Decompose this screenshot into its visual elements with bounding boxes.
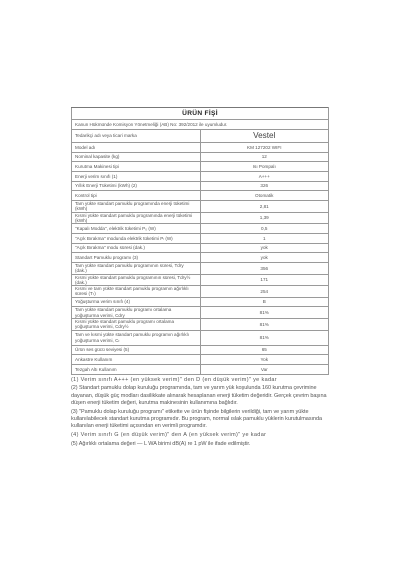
fiche-row-value: 81% xyxy=(200,307,329,319)
fiche-row xyxy=(72,224,329,234)
fiche-row xyxy=(72,297,329,307)
fiche-row-label: Kısmi yükte standart pamuklu programı ortalama yoğuşturma verimi, Cdry½ xyxy=(72,318,201,330)
fiche-row-label: "Kapalı Modda", elektrik tüketimi P₀ (W) xyxy=(72,224,201,234)
fiche-row xyxy=(72,364,329,374)
fiche-row-label: Ürün ses gücü seviyesi (5) xyxy=(72,345,201,355)
fiche-row-value: Vestel xyxy=(200,130,329,143)
fiche-row-value: 81% xyxy=(200,330,329,345)
fiche-row-value: KM 127202 WIFI xyxy=(200,143,329,153)
fiche-row xyxy=(72,152,329,162)
fiche-row-label: Tam ve kısmi yükte standart pamuklu programın ağırlıklı yoğuşturma verimi, Cₜ xyxy=(72,330,201,345)
fiche-row-label: Nominal kapasite (kg) xyxy=(72,152,201,162)
fiche-row-label: Tedarikçi adı veya ticari marka xyxy=(72,130,201,143)
footnotes xyxy=(71,377,329,449)
fiche-row-value: 356 xyxy=(200,263,329,275)
fiche-row xyxy=(72,212,329,224)
fiche-row-value: 2,81 xyxy=(200,201,329,213)
fiche-row-value: Yok xyxy=(200,355,329,365)
product-fiche xyxy=(71,107,329,450)
fiche-row-value: 0,5 xyxy=(200,224,329,234)
fiche-row xyxy=(72,181,329,191)
footnote-5: (5) Ağırlıklı ortalama değeri — L WA birimi dB(A) re 1 pW ile ifade edilmiştir. xyxy=(71,441,251,448)
fiche-row-value: 81% xyxy=(200,318,329,330)
fiche-row xyxy=(72,162,329,172)
fiche-row xyxy=(72,191,329,201)
footnote-1: (1) Verim sınıfı A+++ (en yüksek verim)" den D (en düşük verim)" ye kadar xyxy=(71,376,277,383)
footnote-2: (2) Standart pamuklu dolap kuruluğu programında, tam ve yarım yük koşulunda 160 kurutma çevrimine dayanan, düşük güç modları dasilikkate alınarak hesaplanan enerji tüketim değeridir. Gerçek çevrim başına düşen enerji tüketim değeri, kurutma makinesinin kullanımına bağlıdır. xyxy=(71,385,327,406)
fiche-row-value: 1,39 xyxy=(200,212,329,224)
fiche-row-label: Kısmi yükte standart pamuklu programının süresi, Tdry½ (dak.) xyxy=(72,274,201,286)
fiche-row xyxy=(72,243,329,253)
fiche-row-value: 1 xyxy=(200,233,329,243)
fiche-row xyxy=(72,355,329,365)
fiche-row-label: Tam yükte standart pamuklu programı ortalama yoğuşturma verimi, Cdry xyxy=(72,307,201,319)
fiche-row xyxy=(72,143,329,153)
fiche-row-value: 171 xyxy=(200,274,329,286)
footnote-4: (4) Verim sınıfı G (en düşük verim)" den A (en yüksek verim)" ye kadar xyxy=(71,432,267,439)
fiche-row-label: Kısmi yükte standart pamuklu programında enerji tüketimi (kWh) xyxy=(72,212,201,224)
fiche-row xyxy=(72,286,329,298)
fiche-row-value: 65 xyxy=(200,345,329,355)
fiche-row-label: Kısmi ve tam yükte standart pamuklu programın ağırlıklı süresi (Tₜ) xyxy=(72,286,201,298)
fiche-row xyxy=(72,201,329,213)
fiche-row-value: Var xyxy=(200,364,329,374)
fiche-row-value: B xyxy=(200,297,329,307)
fiche-row xyxy=(72,130,329,143)
fiche-row xyxy=(72,233,329,243)
fiche-row xyxy=(72,263,329,275)
fiche-row-value: 254 xyxy=(200,286,329,298)
fiche-row-label: Yoğuşturma verim sınıfı (4) xyxy=(72,297,201,307)
fiche-row-label: Tam yükte standart pamuklu programında enerji tüketimi (kWh) xyxy=(72,201,201,213)
fiche-row-label: Kurutma Makinesi tipi xyxy=(72,162,201,172)
fiche-row-label: Model adı xyxy=(72,143,201,153)
fiche-row-value: Otomatik xyxy=(200,191,329,201)
regulation-row xyxy=(72,120,329,130)
fiche-row xyxy=(72,253,329,263)
fiche-row xyxy=(72,318,329,330)
product-fiche-table xyxy=(71,107,329,375)
fiche-row xyxy=(72,330,329,345)
fiche-title: ÜRÜN FİŞİ xyxy=(72,108,329,120)
fiche-title-row xyxy=(72,108,329,120)
regulation-text: Kanun Hükmünde Komisyon Yönetmeliği (AB) No: 392/2012 ile uyumludur. xyxy=(72,120,329,130)
fiche-row-label: Yıllık Enerji Tüketimi (kWh) (2) xyxy=(72,181,201,191)
fiche-row-value: 326 xyxy=(200,181,329,191)
fiche-row-label: Ankastre Kullanım xyxy=(72,355,201,365)
fiche-row-value: Isı Pompalı xyxy=(200,162,329,172)
fiche-row xyxy=(72,345,329,355)
fiche-row-value: yok xyxy=(200,243,329,253)
fiche-row-value: A+++ xyxy=(200,172,329,182)
fiche-row-label: "Açık Bırakma" modunda elektrik tüketimi Pₗ (W) xyxy=(72,233,201,243)
footnote-3: (3) "Pamuklu dolap kuruluğu programı" etikette ve ürün fişinde bilgilerin verildiği, tam ve yarım yükte kullanılabilecek standart kurutma programıdır. Bu program, normal ıslak pamuklu yüklerin kurutulmasında kullanılan enerji tüketimi açısından en verimli programdır. xyxy=(71,408,323,430)
fiche-row xyxy=(72,172,329,182)
fiche-row xyxy=(72,307,329,319)
fiche-row-label: Tezgah Altı Kullanım xyxy=(72,364,201,374)
fiche-row-label: Kontrol tipi xyxy=(72,191,201,201)
fiche-row-value: yok xyxy=(200,253,329,263)
fiche-row-value: 12 xyxy=(200,152,329,162)
fiche-row-label: Enerji verim sınıfı (1) xyxy=(72,172,201,182)
fiche-row-label: "Açık Bırakma" modu süresi (dak.) xyxy=(72,243,201,253)
fiche-row xyxy=(72,274,329,286)
fiche-row-label: Standart Pamuklu programı (3) xyxy=(72,253,201,263)
fiche-row-label: Tam yükte standart pamuklu programının süresi, Tdry (dak.) xyxy=(72,263,201,275)
